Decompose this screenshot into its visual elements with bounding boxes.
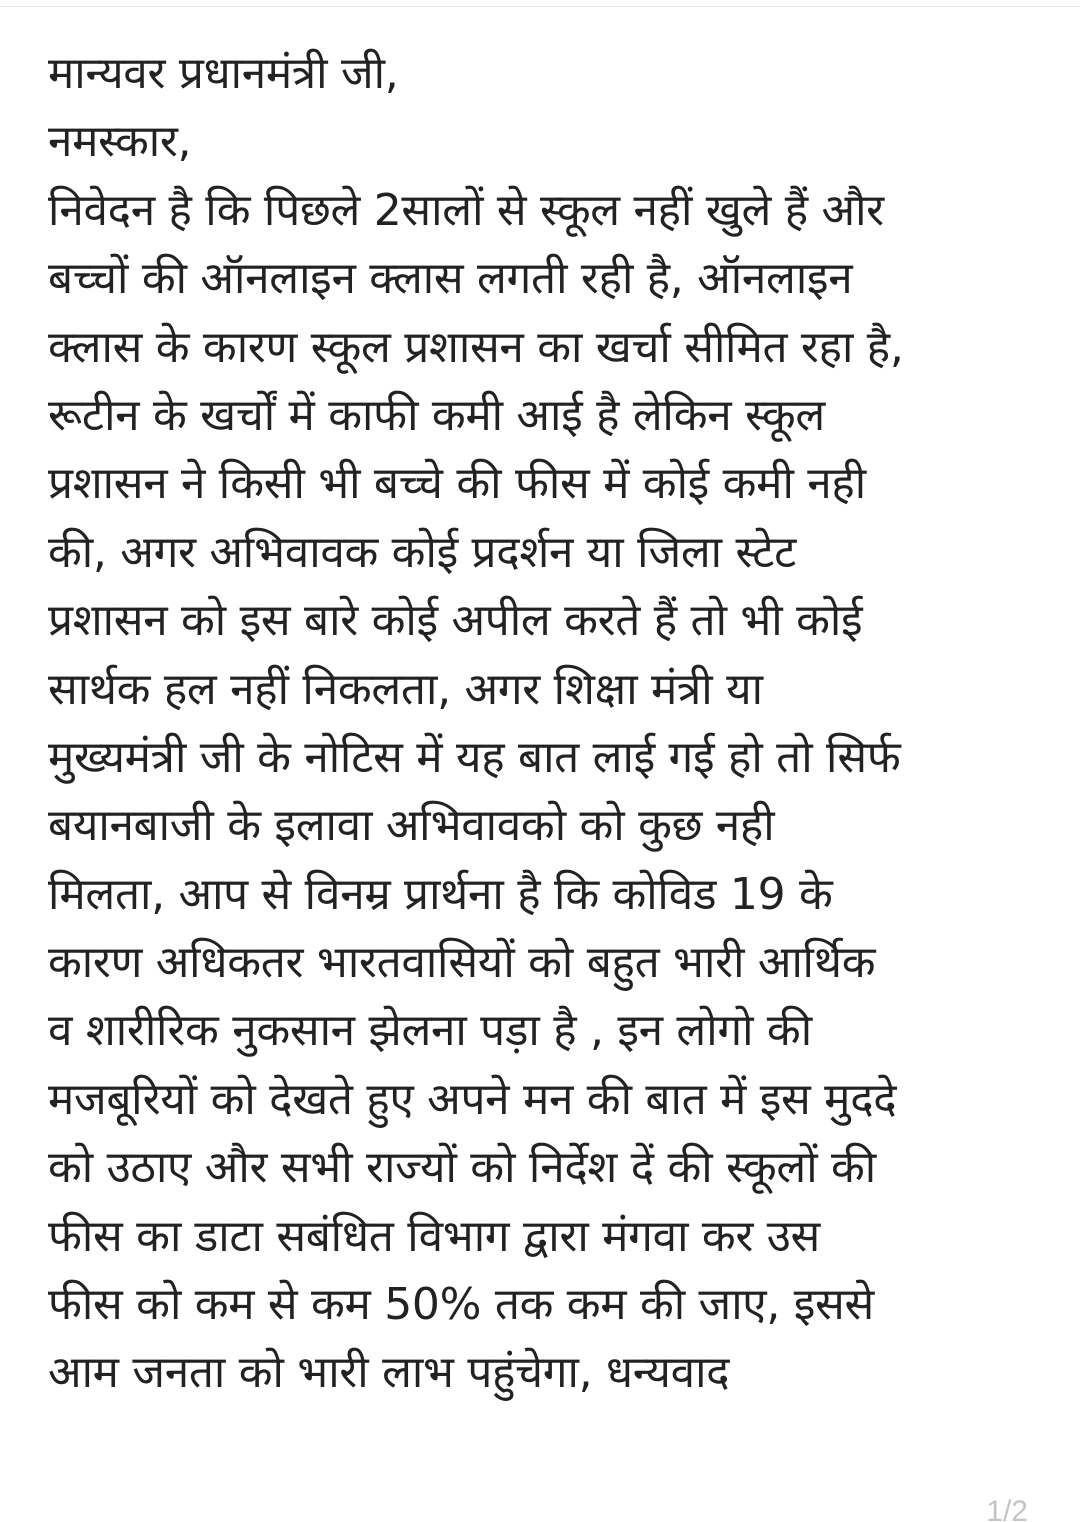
body-line: की, अगर अभिवावक कोई प्रदर्शन या जिला स्टेट xyxy=(48,526,797,578)
body-line: बयानबाजी के इलावा अभिवावको को कुछ नही xyxy=(48,800,775,852)
greeting: नमस्कार, xyxy=(48,116,192,168)
salutation: मान्यवर प्रधानमंत्री जी, xyxy=(48,48,399,99)
body-line: क्लास के कारण स्कूल प्रशासन का खर्चा सीमित रहा है, xyxy=(48,321,904,373)
body-line: बच्चों की ऑनलाइन क्लास लगती रही है, ऑनलाइन xyxy=(48,253,853,305)
body-line: कारण अधिकतर भारतवासियों को बहुत भारी आर्थिक xyxy=(48,937,876,989)
body-line: रूटीन के खर्चों में काफी कमी आई है लेकिन स्कूल xyxy=(48,389,825,441)
body-line: फीस को कम से कम 50% तक कम की जाए, इससे xyxy=(48,1279,874,1331)
body-line: व शारीरिक नुकसान झेलना पड़ा है , इन लोगो की xyxy=(48,1005,812,1057)
body-line: फीस का डाटा सबंधित विभाग द्वारा मंगवा कर उस xyxy=(48,1210,820,1262)
page-indicator: 1/2 xyxy=(986,1495,1028,1522)
body-line: को उठाए और सभी राज्यों को निर्देश दें की स्कूलों की xyxy=(48,1142,876,1194)
body-line: मिलता, आप से विनम्र प्रार्थना है कि कोविड 19 के xyxy=(48,868,833,920)
letter-body xyxy=(48,40,1048,1408)
body-line: सार्थक हल नहीं निकलता, अगर शिक्षा मंत्री या xyxy=(48,663,763,715)
body-line: निवेदन है कि पिछले 2सालों से स्कूल नहीं खुले हैं और xyxy=(48,184,884,236)
body-line: मुख्यमंत्री जी के नोटिस में यह बात लाई गई हो तो सिर्फ xyxy=(48,731,901,783)
body-line: प्रशासन को इस बारे कोई अपील करते हैं तो भी कोई xyxy=(48,595,863,647)
body-line: मजबूरियों को देखते हुए अपने मन की बात में इस मुददे xyxy=(48,1073,897,1125)
top-divider xyxy=(0,6,1080,7)
body-line: प्रशासन ने किसी भी बच्चे की फीस में कोई कमी नही xyxy=(48,458,866,510)
body-line: आम जनता को भारी लाभ पहुंचेगा, धन्यवाद xyxy=(48,1347,730,1399)
